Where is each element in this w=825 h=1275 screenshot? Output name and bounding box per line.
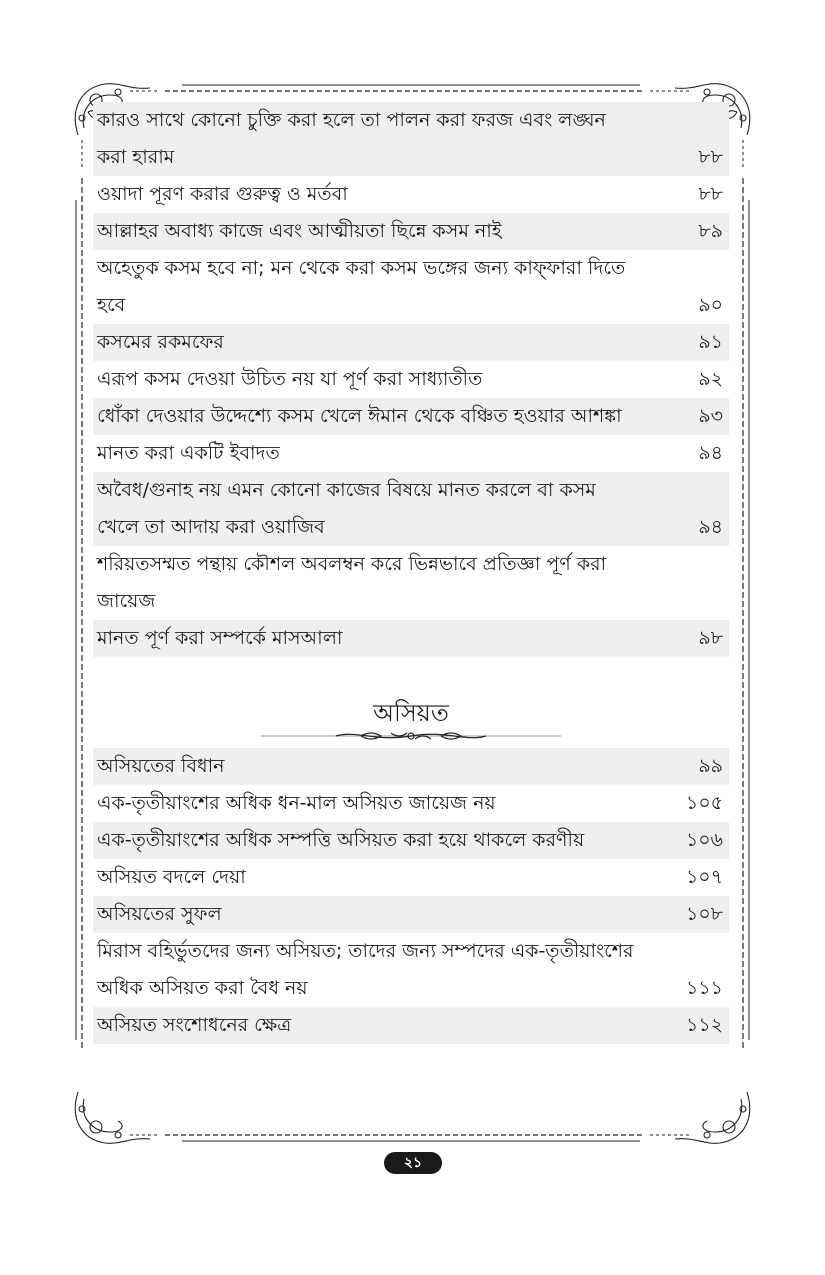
toc-row (93, 896, 729, 933)
toc-row (93, 785, 729, 822)
toc-row-title: এক-তৃতীয়াংশের অধিক ধন-মাল অসিয়ত জায়েজ নয় (97, 792, 496, 814)
toc-row-title: কারও সাথে কোনো চুক্তি করা হলে তা পালন করা ফরজ এবং লঙ্ঘন করা হারাম (97, 109, 606, 168)
toc-row-title: ওয়াদা পূরণ করার গুরুত্ব ও মর্তবা (97, 183, 348, 205)
toc-row-page: ৮৯ (698, 220, 723, 242)
table-of-contents (93, 102, 729, 1044)
toc-row (93, 822, 729, 859)
toc-row-title: অসিয়ত বদলে দেয়া (97, 866, 246, 888)
toc-row (93, 620, 729, 657)
toc-row (93, 250, 729, 324)
toc-row-title: অসিয়ত সংশোধনের ক্ষেত্র (97, 1014, 292, 1036)
toc-row-title: এক-তৃতীয়াংশের অধিক সম্পত্তি অসিয়ত করা হয়ে থাকলে করণীয় (97, 829, 585, 851)
toc-row (93, 1007, 729, 1044)
toc-row-page: ৯৯ (698, 755, 723, 777)
toc-row-title: অসিয়তের বিধান (97, 755, 225, 777)
toc-row-page: ৯২ (698, 368, 723, 390)
toc-row-page: ১০৭ (685, 866, 723, 888)
toc-row-title: মিরাস বহির্ভুতদের জন্য অসিয়ত; তাদের জন্য সম্পদের এক-তৃতীয়াংশের অধিক অসিয়ত করা বৈধ নয় (97, 940, 634, 999)
toc-row-page: ৯০ (698, 294, 723, 316)
toc-row (93, 176, 729, 213)
toc-row (93, 361, 729, 398)
toc-row-title: শরিয়তসম্মত পন্থায় কৌশল অবলম্বন করে ভিন্নভাবে প্রতিজ্ঞা পূর্ণ করা জায়েজ (97, 553, 607, 612)
toc-row-title: কসমের রকমফের (97, 331, 224, 353)
toc-row (93, 748, 729, 785)
section-heading-block (93, 657, 729, 748)
toc-row (93, 859, 729, 896)
toc-row-page: ৯১ (698, 331, 723, 353)
toc-row-page: ১১১ (686, 977, 723, 999)
toc-row-page: ৮৮ (698, 183, 723, 205)
toc-row (93, 398, 729, 435)
toc-row (93, 324, 729, 361)
toc-row (93, 546, 729, 620)
toc-row-page: ৯৪ (698, 442, 723, 464)
toc-row (93, 213, 729, 250)
toc-row-title: মানত পূর্ণ করা সম্পর্কে মাসআলা (97, 627, 343, 649)
toc-row (93, 102, 729, 176)
toc-row-page: ১১২ (685, 1014, 723, 1036)
toc-row (93, 933, 729, 1007)
toc-row-title: অহেতুক কসম হবে না; মন থেকে করা কসম ভঙ্গের জন্য কাফ্‌ফারা দিতে হবে (97, 257, 626, 316)
toc-row-page: ১০৫ (685, 792, 723, 814)
toc-row-page: ১০৬ (685, 829, 723, 851)
toc-row-page: ৮৮ (698, 146, 723, 168)
toc-row-page: ১০৮ (685, 903, 723, 925)
flourish-divider-icon (261, 729, 561, 743)
page-number-badge: ২১ (384, 1152, 442, 1174)
section-heading: অসিয়ত (373, 699, 449, 727)
toc-row-title: ধোঁকা দেওয়ার উদ্দেশ্যে কসম খেলে ঈমান থেকে বঞ্চিত হওয়ার আশঙ্কা (97, 405, 622, 427)
toc-row-page: ৯৪ (698, 516, 723, 538)
toc-row-title: অসিয়তের সুফল (97, 903, 222, 925)
toc-row-title: অবৈধ/গুনাহ নয় এমন কোনো কাজের বিষয়ে মানত করলে বা কসম খেলে তা আদায় করা ওয়াজিব (97, 479, 596, 538)
toc-row (93, 435, 729, 472)
toc-row-title: এরূপ কসম দেওয়া উচিত নয় যা পূর্ণ করা সাধ্যাতীত (97, 368, 483, 390)
toc-row-title: আল্লাহর অবাধ্য কাজে এবং আত্মীয়তা ছিন্নে কসম নাই (97, 220, 502, 242)
toc-row-page: ৯৩ (698, 405, 723, 427)
toc-row (93, 472, 729, 546)
toc-row-title: মানত করা একটি ইবাদত (97, 442, 280, 464)
toc-row-page: ৯৮ (698, 627, 723, 649)
